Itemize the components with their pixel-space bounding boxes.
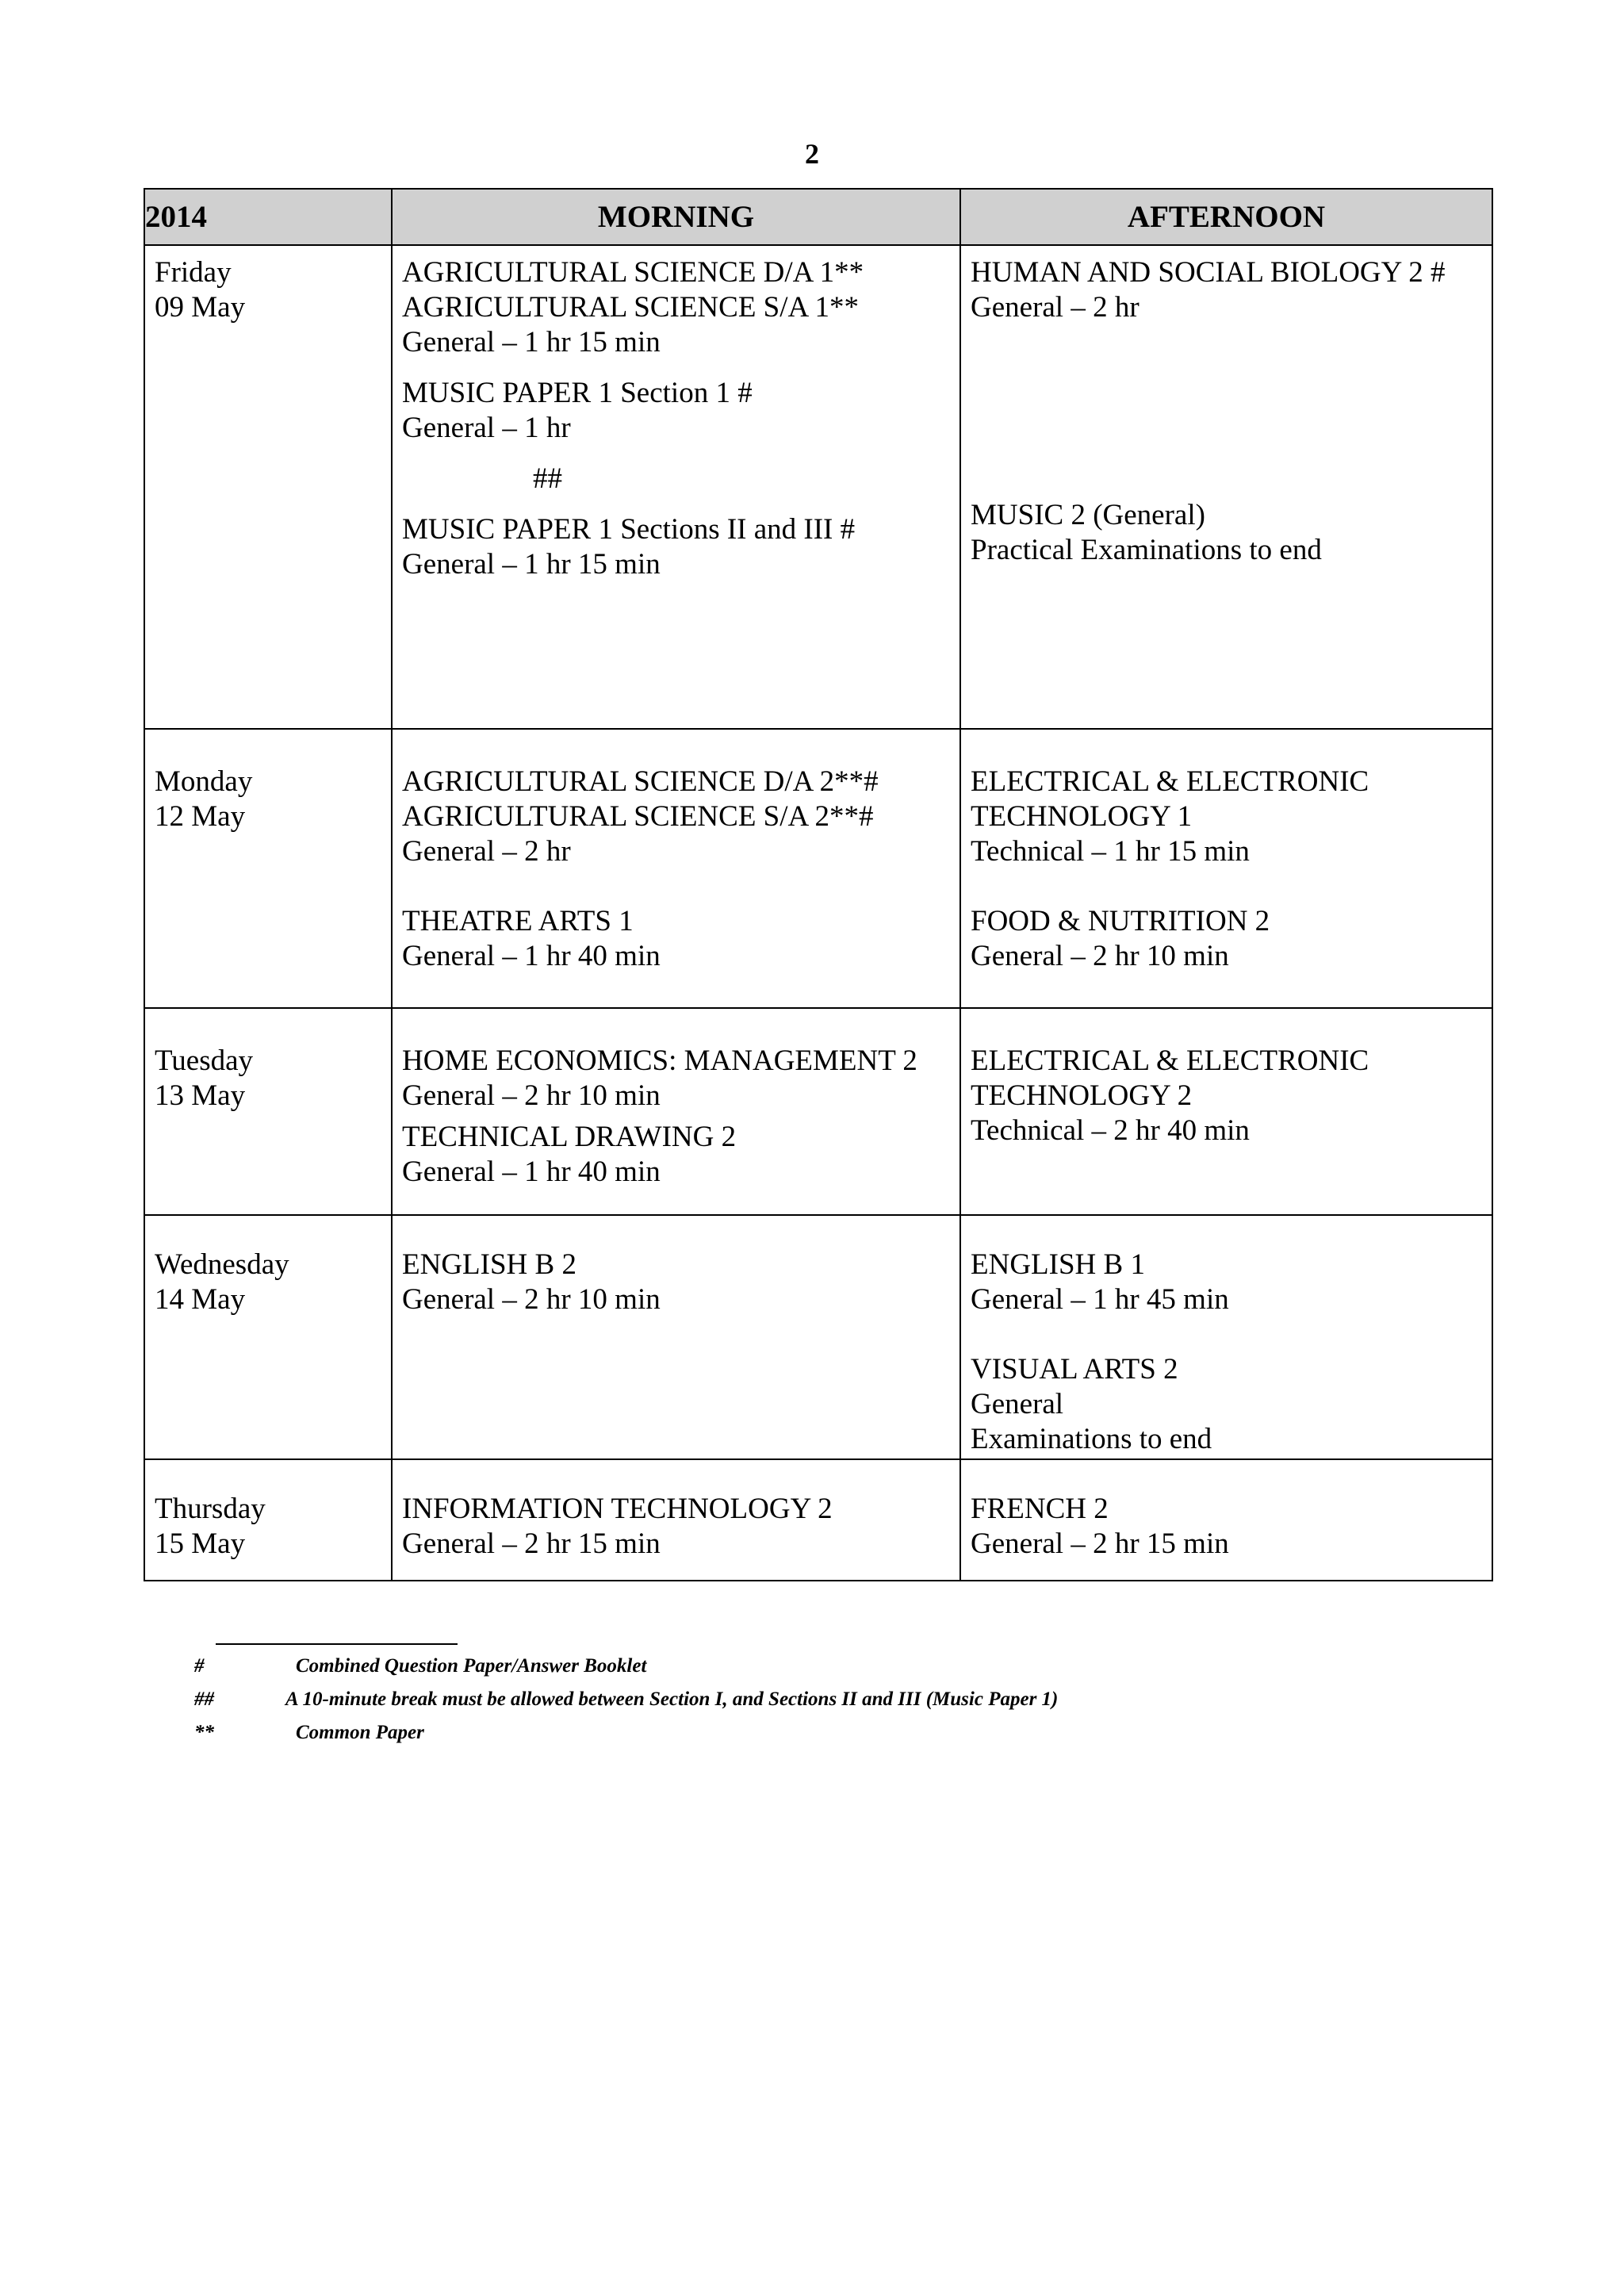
- exam-entry: [971, 498, 1482, 568]
- exam-entry: [402, 1120, 950, 1190]
- exam-entry: [402, 255, 950, 360]
- exam-line: AGRICULTURAL SCIENCE S/A 1**: [402, 291, 859, 324]
- exam-line: Practical Examinations to end: [971, 534, 1322, 566]
- exam-entry: [971, 1492, 1482, 1562]
- footnote-text: A 10-minute break must be allowed between Section I, and Sections II and III (Music Paper 1): [285, 1688, 1059, 1710]
- exam-entry: [402, 512, 950, 582]
- exam-line: MUSIC PAPER 1 Section 1 #: [402, 377, 753, 409]
- table-row: [144, 1008, 1492, 1215]
- exam-entry: [971, 255, 1482, 325]
- exam-line: General – 1 hr 45 min: [971, 1283, 1229, 1316]
- exam-line: THEATRE ARTS 1: [402, 905, 634, 937]
- day-date: 12 May: [155, 800, 246, 833]
- exam-timetable: [144, 188, 1493, 1581]
- exam-line: General – 2 hr 15 min: [402, 1527, 661, 1560]
- exam-line: INFORMATION TECHNOLOGY 2: [402, 1493, 833, 1525]
- exam-line: MUSIC 2 (General): [971, 499, 1205, 531]
- exam-entry: [402, 1492, 950, 1562]
- table-row: [144, 729, 1492, 1008]
- exam-line: AGRICULTURAL SCIENCE D/A 1**: [402, 256, 864, 289]
- exam-line: AGRICULTURAL SCIENCE D/A 2**#: [402, 765, 879, 798]
- exam-line: Technical – 2 hr 40 min: [971, 1114, 1250, 1147]
- exam-line: ELECTRICAL & ELECTRONIC: [971, 765, 1369, 798]
- day-cell: [144, 1215, 392, 1459]
- table-row: [144, 1459, 1492, 1581]
- footnote-symbol: #: [194, 1655, 205, 1677]
- exam-line: General – 1 hr 15 min: [402, 326, 661, 358]
- exam-line: General – 2 hr 10 min: [402, 1283, 661, 1316]
- exam-line: Examinations to end: [971, 1423, 1212, 1455]
- day-name: Wednesday: [155, 1248, 289, 1281]
- table-row: [144, 1215, 1492, 1459]
- exam-line: General – 1 hr: [402, 412, 571, 444]
- exam-line: ENGLISH B 1: [971, 1248, 1145, 1281]
- day-name: Friday: [155, 256, 232, 289]
- exam-line: ENGLISH B 2: [402, 1248, 576, 1281]
- afternoon-cell: [960, 245, 1492, 729]
- exam-line: HUMAN AND SOCIAL BIOLOGY 2 #: [971, 256, 1446, 289]
- exam-entry: [402, 376, 950, 446]
- exam-line: General – 2 hr: [402, 835, 571, 868]
- year-header: 2014: [144, 189, 392, 245]
- exam-line: MUSIC PAPER 1 Sections II and III #: [402, 513, 856, 546]
- exam-line: General: [971, 1388, 1064, 1420]
- exam-line: General – 1 hr 40 min: [402, 1156, 661, 1188]
- exam-line: Technical – 1 hr 15 min: [971, 835, 1250, 868]
- footnote-text: Combined Question Paper/Answer Booklet: [296, 1655, 647, 1677]
- exam-entry: [402, 1044, 950, 1114]
- table-row: [144, 245, 1492, 729]
- exam-entry: [402, 1248, 950, 1317]
- exam-line: General – 2 hr 10 min: [402, 1079, 661, 1112]
- footnote-divider: [216, 1643, 458, 1645]
- exam-line: AGRICULTURAL SCIENCE S/A 2**#: [402, 800, 874, 833]
- footnote-text: Common Paper: [296, 1722, 424, 1743]
- day-date: 15 May: [155, 1527, 246, 1560]
- morning-cell: [392, 245, 960, 729]
- day-name: Thursday: [155, 1493, 266, 1525]
- page-number: 2: [805, 138, 819, 170]
- day-date: 09 May: [155, 291, 246, 324]
- morning-cell: [392, 1008, 960, 1215]
- footnote: [194, 1650, 1463, 1683]
- exam-line: General – 1 hr 40 min: [402, 940, 661, 972]
- exam-entry: [971, 1044, 1482, 1148]
- day-name: Monday: [155, 765, 253, 798]
- day-name: Tuesday: [155, 1045, 254, 1077]
- exam-line: TECHNOLOGY 1: [971, 800, 1193, 833]
- exam-line: General – 1 hr 15 min: [402, 548, 661, 581]
- footnote-symbol: ##: [194, 1688, 214, 1710]
- morning-cell: [392, 1459, 960, 1581]
- exam-line: General – 2 hr 10 min: [971, 940, 1229, 972]
- day-cell: [144, 729, 392, 1008]
- exam-entry: [402, 904, 950, 974]
- exam-entry: [971, 1352, 1482, 1457]
- afternoon-header: AFTERNOON: [960, 189, 1492, 245]
- morning-header: MORNING: [392, 189, 960, 245]
- day-cell: [144, 1008, 392, 1215]
- exam-line: HOME ECONOMICS: MANAGEMENT 2: [402, 1045, 917, 1077]
- table-header-row: [144, 189, 1492, 245]
- exam-entry: [971, 904, 1482, 974]
- day-cell: [144, 245, 392, 729]
- exam-line: FOOD & NUTRITION 2: [971, 905, 1270, 937]
- exam-entry: [971, 765, 1482, 869]
- afternoon-cell: [960, 1215, 1492, 1459]
- exam-line: VISUAL ARTS 2: [971, 1353, 1178, 1386]
- afternoon-cell: [960, 729, 1492, 1008]
- morning-cell: [392, 1215, 960, 1459]
- afternoon-cell: [960, 1459, 1492, 1581]
- break-marker: ##: [533, 462, 562, 495]
- footnote: [194, 1716, 1463, 1750]
- day-date: 13 May: [155, 1079, 246, 1112]
- exam-line: General – 2 hr: [971, 291, 1139, 324]
- exam-entry: [971, 1248, 1482, 1317]
- exam-line: General – 2 hr 15 min: [971, 1527, 1229, 1560]
- day-date: 14 May: [155, 1283, 246, 1316]
- footnotes: [194, 1650, 1463, 1750]
- day-cell: [144, 1459, 392, 1581]
- exam-line: TECHNICAL DRAWING 2: [402, 1121, 737, 1153]
- footnote: [194, 1683, 1463, 1716]
- exam-line: ELECTRICAL & ELECTRONIC: [971, 1045, 1369, 1077]
- exam-line: FRENCH 2: [971, 1493, 1109, 1525]
- footnote-symbol: **: [194, 1722, 214, 1743]
- morning-cell: [392, 729, 960, 1008]
- exam-line: TECHNOLOGY 2: [971, 1079, 1193, 1112]
- exam-entry: [402, 765, 950, 869]
- afternoon-cell: [960, 1008, 1492, 1215]
